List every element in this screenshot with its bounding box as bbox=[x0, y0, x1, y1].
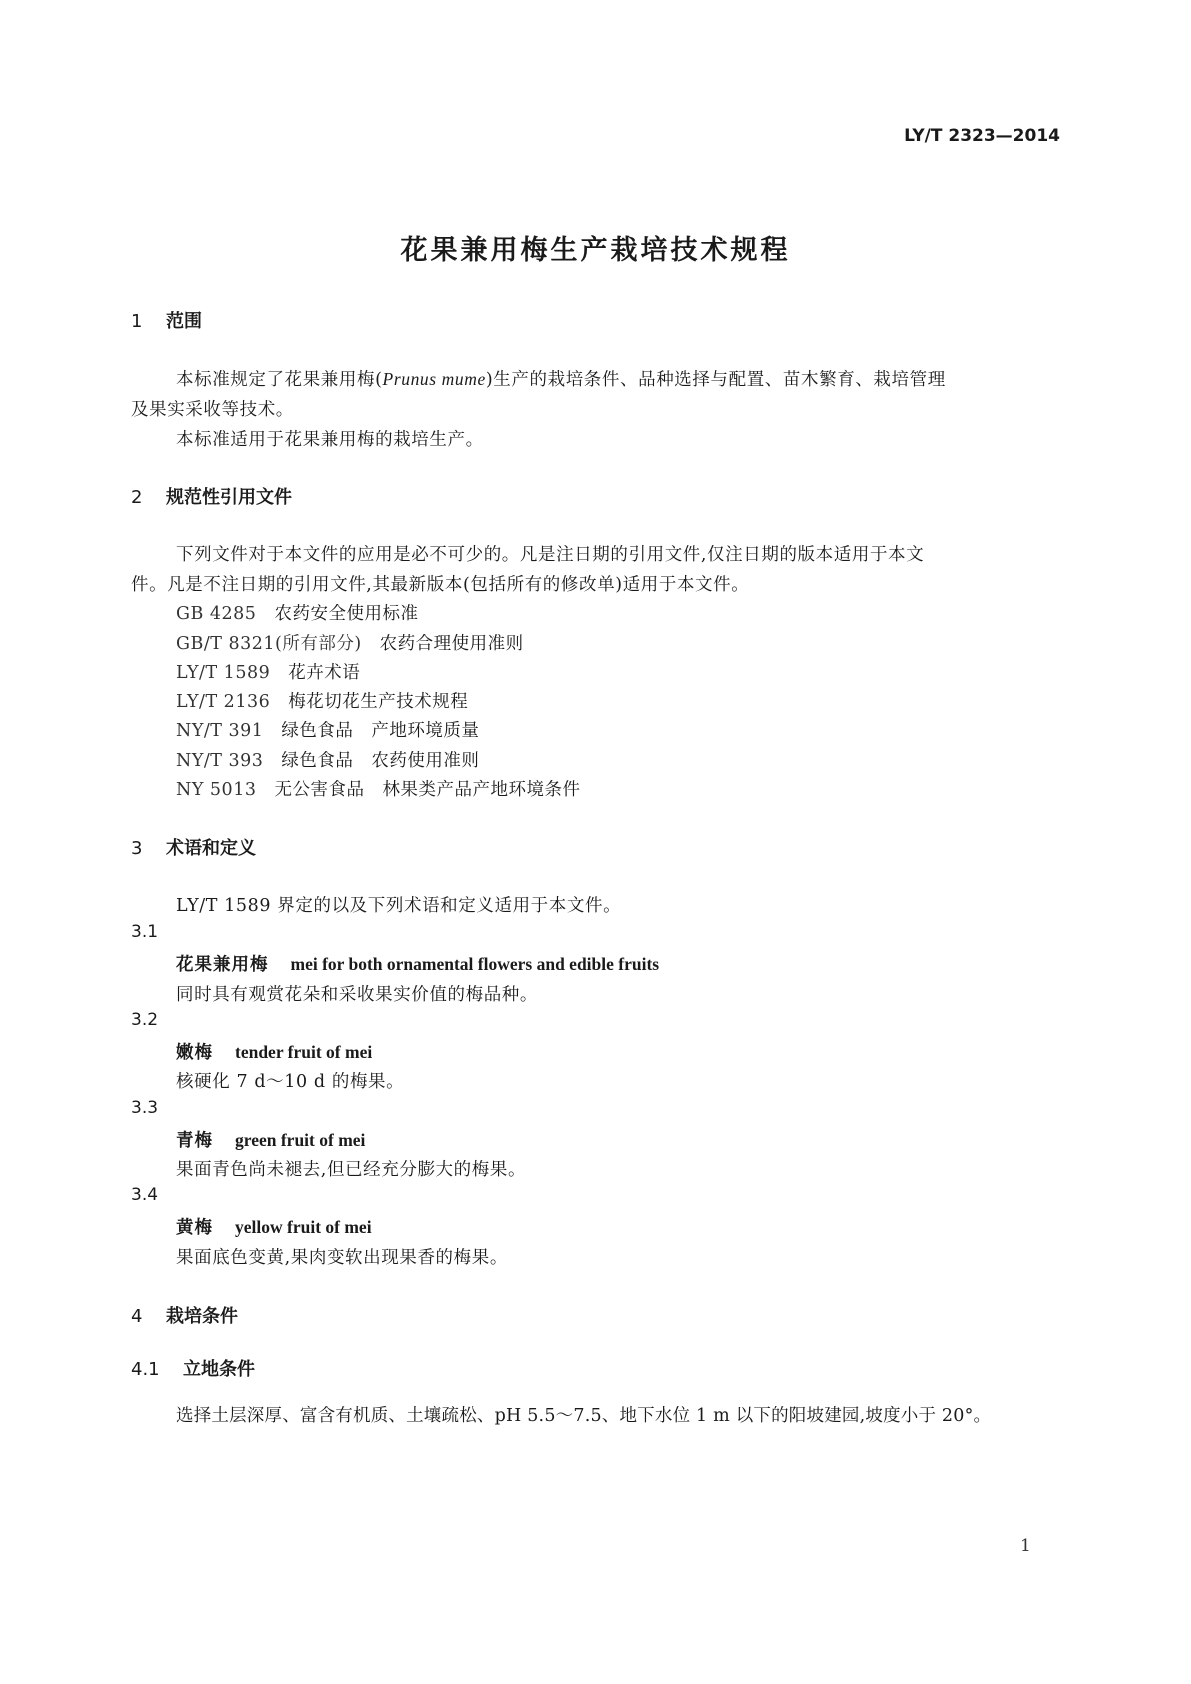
term-definition: 同时具有观赏花朵和采收果实价值的梅品种。 bbox=[176, 985, 538, 1005]
section-1-heading bbox=[131, 307, 202, 333]
section-number: 2 bbox=[131, 487, 143, 508]
document-title: 花果兼用梅生产栽培技术规程 bbox=[400, 235, 791, 266]
term-definition: 果面青色尚未褪去,但已经充分膨大的梅果。 bbox=[176, 1160, 527, 1180]
reference-item bbox=[176, 688, 468, 713]
term-entry bbox=[176, 1127, 365, 1152]
term-definition: 果面底色变黄,果肉变软出现果香的梅果。 bbox=[176, 1248, 508, 1268]
paragraph-continuation: 件。凡是不注日期的引用文件,其最新版本(包括所有的修改单)适用于本文件。 bbox=[131, 575, 750, 595]
term-en: mei for both ornamental flowers and edible fruits bbox=[290, 954, 660, 974]
section-title: 术语和定义 bbox=[166, 838, 256, 859]
reference-code: GB 4285 bbox=[176, 604, 257, 624]
page-number: 1 bbox=[1020, 1536, 1031, 1556]
term-number: 3.3 bbox=[131, 1098, 159, 1118]
reference-title: 绿色食品 农药使用准则 bbox=[281, 751, 480, 771]
latin-name: Prunus mume bbox=[382, 369, 486, 389]
section-number: 4 bbox=[131, 1306, 143, 1327]
section-title: 规范性引用文件 bbox=[166, 487, 292, 508]
subsection-4-1-heading bbox=[131, 1355, 255, 1381]
paragraph bbox=[176, 366, 946, 391]
term-entry bbox=[176, 1039, 372, 1064]
reference-title: 无公害食品 林果类产品产地环境条件 bbox=[274, 780, 581, 800]
term-zh: 嫩梅 bbox=[176, 1043, 213, 1063]
reference-code: NY/T 391 bbox=[176, 721, 264, 741]
term-en: green fruit of mei bbox=[235, 1130, 366, 1150]
term-definition: 核硬化 7 d～10 d 的梅果。 bbox=[176, 1072, 405, 1092]
reference-item bbox=[176, 600, 418, 625]
reference-code: LY/T 1589 bbox=[176, 663, 271, 683]
paragraph: 选择土层深厚、富含有机质、土壤疏松、pH 5.5～7.5、地下水位 1 m 以下的阳坡建园,坡度小于 20°。 bbox=[176, 1406, 992, 1426]
term-zh: 黄梅 bbox=[176, 1218, 213, 1238]
reference-code: GB/T 8321(所有部分) bbox=[176, 634, 362, 654]
term-number: 3.4 bbox=[131, 1185, 159, 1205]
section-title: 范围 bbox=[166, 311, 202, 332]
text-run: )生产的栽培条件、品种选择与配置、苗木繁育、栽培管理 bbox=[485, 370, 946, 390]
reference-title: 绿色食品 产地环境质量 bbox=[281, 721, 480, 741]
term-entry bbox=[176, 951, 659, 976]
reference-code: NY 5013 bbox=[176, 780, 257, 800]
reference-item bbox=[176, 717, 479, 742]
term-en: tender fruit of mei bbox=[235, 1042, 373, 1062]
section-title: 栽培条件 bbox=[166, 1306, 238, 1327]
paragraph: 本标准适用于花果兼用梅的栽培生产。 bbox=[176, 430, 484, 450]
term-number: 3.2 bbox=[131, 1010, 159, 1030]
reference-title: 梅花切花生产技术规程 bbox=[288, 692, 469, 712]
term-entry bbox=[176, 1214, 372, 1239]
section-2-heading bbox=[131, 483, 292, 509]
section-number: 3 bbox=[131, 838, 143, 859]
subsection-title: 立地条件 bbox=[183, 1359, 255, 1380]
reference-title: 农药安全使用标准 bbox=[274, 604, 419, 624]
reference-item bbox=[176, 776, 580, 801]
reference-code: LY/T 2136 bbox=[176, 692, 271, 712]
reference-item bbox=[176, 747, 479, 772]
text-run: 本标准规定了花果兼用梅( bbox=[176, 370, 383, 390]
reference-title: 农药合理使用准则 bbox=[379, 634, 524, 654]
standard-code: LY/T 2323—2014 bbox=[904, 126, 1060, 146]
paragraph: LY/T 1589 界定的以及下列术语和定义适用于本文件。 bbox=[176, 896, 622, 916]
term-zh: 青梅 bbox=[176, 1131, 213, 1151]
paragraph-continuation: 及果实采收等技术。 bbox=[131, 400, 294, 420]
reference-item bbox=[176, 630, 524, 655]
paragraph: 下列文件对于本文件的应用是必不可少的。凡是注日期的引用文件,仅注日期的版本适用于本文 bbox=[176, 545, 925, 565]
term-en: yellow fruit of mei bbox=[235, 1217, 372, 1237]
reference-title: 花卉术语 bbox=[288, 663, 361, 683]
term-number: 3.1 bbox=[131, 922, 159, 942]
subsection-number: 4.1 bbox=[131, 1359, 160, 1380]
section-3-heading bbox=[131, 834, 256, 860]
reference-item bbox=[176, 659, 360, 684]
reference-code: NY/T 393 bbox=[176, 751, 264, 771]
term-zh: 花果兼用梅 bbox=[176, 955, 269, 975]
section-number: 1 bbox=[131, 311, 143, 332]
section-4-heading bbox=[131, 1302, 238, 1328]
